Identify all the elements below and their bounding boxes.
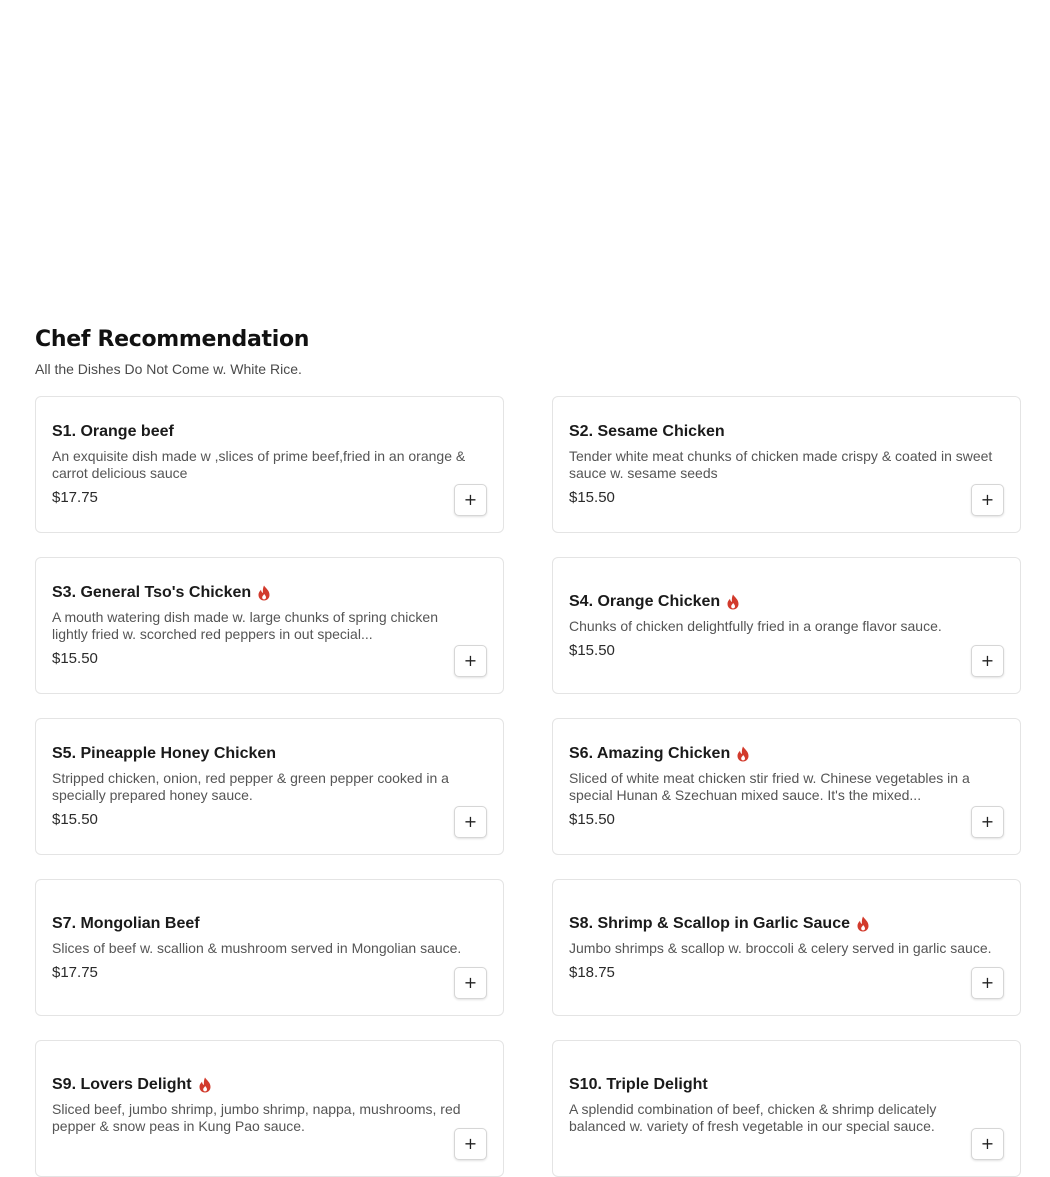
section-subtitle: All the Dishes Do Not Come w. White Rice.	[35, 361, 302, 377]
menu-item-price: $18.75	[569, 963, 615, 981]
plus-icon: +	[980, 1134, 995, 1153]
menu-item-name: S4. Orange Chicken	[569, 592, 721, 610]
menu-item-price: $17.75	[52, 489, 98, 506]
plus-icon: +	[980, 651, 995, 670]
menu-item-description: A splendid combination of beef, chicken & shrimp delicately balanced w. variety of fresh vegetable in our special sauce.	[569, 1101, 937, 1134]
flame-icon	[856, 916, 870, 932]
menu-item-name-row	[569, 914, 1004, 934]
menu-item-description: Tender white meat chunks of chicken made crispy & coated in sweet sauce w. sesame seeds	[569, 448, 993, 481]
menu-item-name: S8. Shrimp & Scallop in Garlic Sauce	[569, 914, 850, 932]
section-header	[35, 322, 309, 380]
add-to-cart-button[interactable]	[454, 967, 487, 999]
menu-item-description: Stripped chicken, onion, red pepper & green pepper cooked in a specially prepared honey sauce.	[52, 770, 449, 803]
add-to-cart-button[interactable]	[971, 484, 1004, 516]
menu-item-name-row	[569, 422, 1004, 442]
plus-icon: +	[980, 490, 995, 509]
flame-icon	[257, 585, 271, 601]
menu-item-card[interactable]	[552, 1040, 1021, 1177]
flame-icon	[726, 594, 740, 610]
menu-item-price: $15.50	[569, 811, 615, 828]
menu-item-card[interactable]	[35, 557, 504, 694]
menu-item-name-row	[52, 1075, 487, 1095]
menu-item-card[interactable]	[35, 1040, 504, 1177]
menu-item-name-row	[52, 914, 487, 934]
menu-item-card[interactable]	[552, 718, 1021, 855]
flame-icon	[736, 746, 750, 762]
menu-item-description: Sliced beef, jumbo shrimp, jumbo shrimp, nappa, mushrooms, red pepper & snow peas in Kung Pao sauce.	[52, 1101, 461, 1134]
menu-item-name: S10. Triple Delight	[569, 1076, 708, 1093]
add-to-cart-button[interactable]	[971, 806, 1004, 838]
section-title: Chef Recommendation	[35, 327, 310, 352]
menu-item-description: Sliced of white meat chicken stir fried w. Chinese vegetables in a special Hunan & Szechuan mixed sauce. It's the mixed...	[569, 770, 970, 803]
plus-icon: +	[463, 973, 478, 992]
menu-item-name-row	[52, 583, 487, 603]
add-to-cart-button[interactable]	[454, 645, 487, 677]
plus-icon: +	[980, 812, 995, 831]
menu-item-description: A mouth watering dish made w. large chunks of spring chicken lightly fried w. scorched red peppers in out special...	[52, 609, 438, 642]
menu-item-name: S6. Amazing Chicken	[569, 745, 731, 762]
menu-item-card[interactable]	[552, 557, 1021, 694]
menu-items-grid	[35, 396, 1021, 1177]
menu-item-price: $15.50	[52, 811, 98, 828]
menu-item-description: An exquisite dish made w ,slices of prime beef,fried in an orange & carrot delicious sauce	[52, 448, 466, 481]
menu-item-card[interactable]	[35, 396, 504, 533]
add-to-cart-button[interactable]	[454, 806, 487, 838]
plus-icon: +	[463, 1134, 478, 1153]
add-to-cart-button[interactable]	[971, 967, 1004, 999]
plus-icon: +	[463, 490, 478, 509]
menu-item-description: Jumbo shrimps & scallop w. broccoli & celery served in garlic sauce.	[569, 939, 992, 956]
menu-item-name: S7. Mongolian Beef	[52, 914, 200, 932]
menu-item-name: S3. General Tso's Chicken	[52, 584, 252, 601]
menu-item-price: $15.50	[52, 650, 98, 667]
menu-item-name-row	[52, 744, 487, 764]
menu-item-card[interactable]	[552, 879, 1021, 1016]
menu-item-card[interactable]	[552, 396, 1021, 533]
menu-item-name-row	[569, 744, 1004, 764]
menu-item-name-row	[569, 592, 1004, 612]
add-to-cart-button[interactable]	[454, 1128, 487, 1160]
menu-item-price: $15.50	[569, 489, 615, 506]
menu-item-name: S2. Sesame Chicken	[569, 423, 725, 440]
menu-item-name: S5. Pineapple Honey Chicken	[52, 745, 277, 762]
menu-item-name-row	[569, 1075, 1004, 1095]
plus-icon: +	[463, 812, 478, 831]
menu-item-card[interactable]	[35, 879, 504, 1016]
add-to-cart-button[interactable]	[454, 484, 487, 516]
plus-icon: +	[980, 973, 995, 992]
menu-item-price: $17.75	[52, 963, 98, 981]
menu-item-name-row	[52, 422, 487, 442]
menu-item-description: Chunks of chicken delightfully fried in a orange flavor sauce.	[569, 617, 942, 634]
plus-icon: +	[463, 651, 478, 670]
menu-item-price: $15.50	[569, 641, 615, 659]
menu-item-name: S1. Orange beef	[52, 423, 174, 440]
menu-item-card[interactable]	[35, 718, 504, 855]
add-to-cart-button[interactable]	[971, 645, 1004, 677]
menu-item-description: Slices of beef w. scallion & mushroom served in Mongolian sauce.	[52, 939, 462, 956]
flame-icon	[198, 1077, 212, 1093]
menu-item-name: S9. Lovers Delight	[52, 1076, 192, 1093]
add-to-cart-button[interactable]	[971, 1128, 1004, 1160]
